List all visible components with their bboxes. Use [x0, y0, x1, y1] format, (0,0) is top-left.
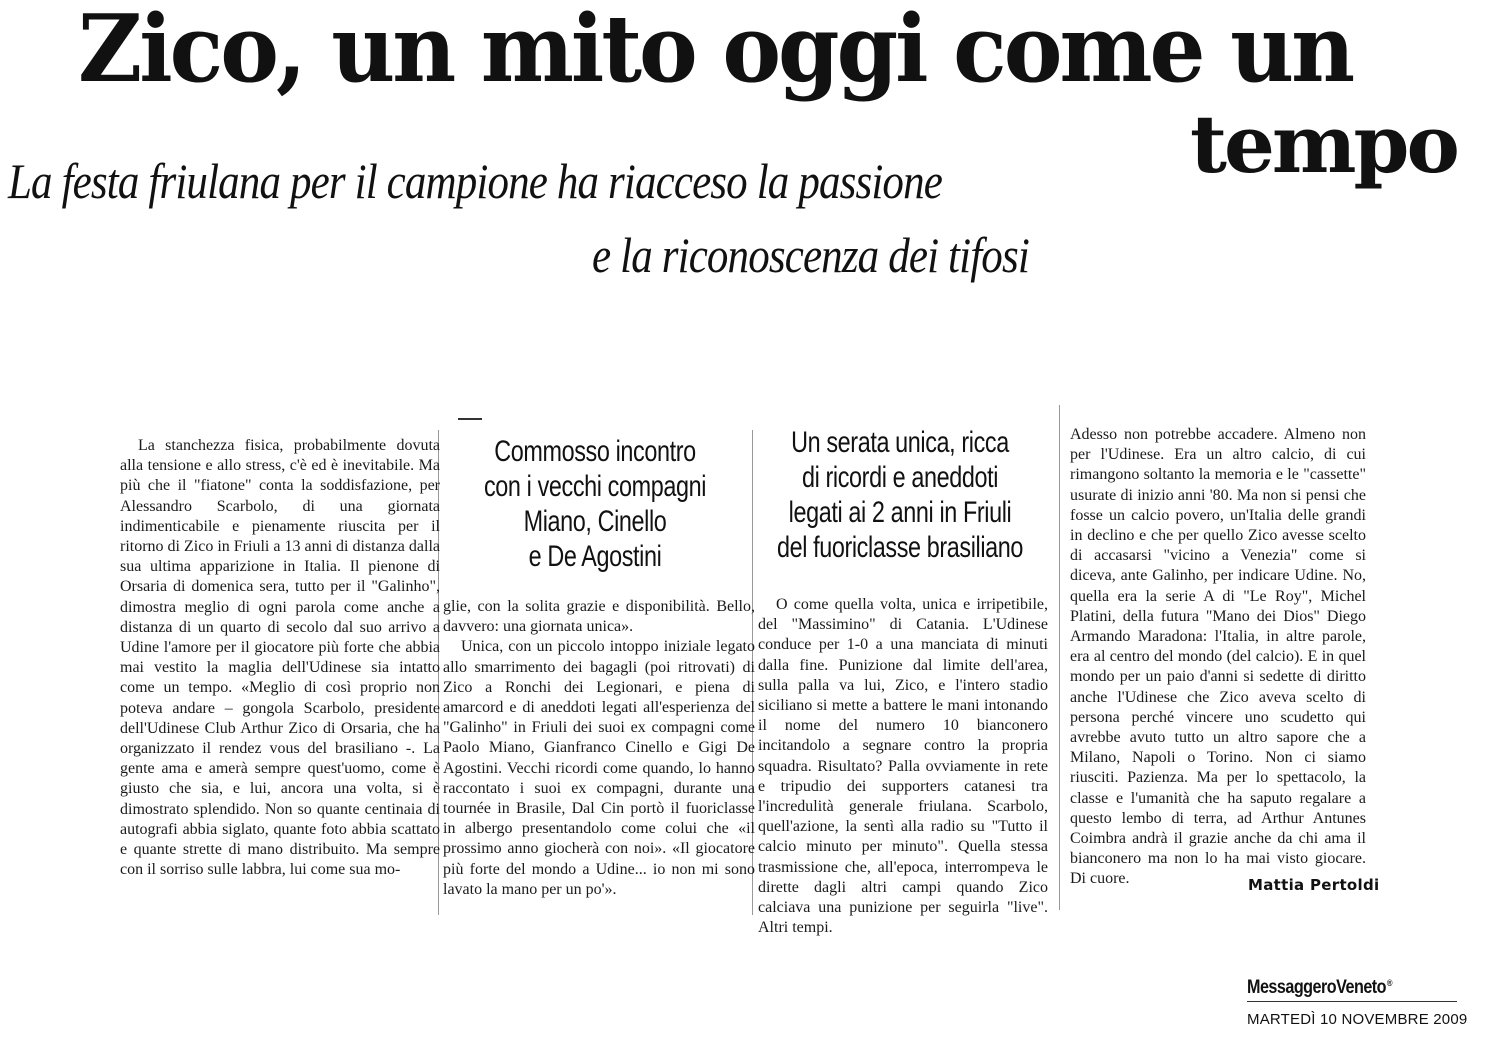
headline-line-2: tempo: [1190, 97, 1457, 191]
article-column-3: [758, 595, 1048, 938]
headline-line-1: Zico, un mito oggi come un: [78, 0, 1353, 103]
subheadline-line-2: e la riconoscenza dei tifosi: [592, 227, 1029, 283]
article-paragraph: Adesso non potrebbe accadere. Almeno non per l'Udinese. Era un altro calcio, di cui rimangono soltanto la memoria e le "cassette" usurate di inizio anni '80. Ma non si pensi che fosse un calcio povero, un'Italia delle grandi in declino e che per quello Zico avesse scelto di accasarsi "vicino a Venezia" come si diceva, ante Galinho, per indicare Udine. No, quella era la serie A di "Le Roy", Michel Platini, della futura "Mano dei Dios" Diego Armando Maradona: l'Italia, in altre parole, era al centro del mondo (del calcio). E in quel mondo per un paio d'anni si sedette di diritto anche l'Udinese che Zico aveva scelto di persona perché vincere uno scudetto qui avrebbe avuto tutto un altro sapore che a Milano, Napoli o Torino. Non ci siamo riusciti. Pazienza. Ma per lo spettacolo, la classe e l'umanità che ha saputo regalare a questo lembo di terra, ad Arthur Antunes Coimbra andrà il grazie anche da chi ama il bianconero ma non lo ha mai visto giocare. Di cuore.: [1070, 426, 1366, 888]
masthead-name: MessaggeroVeneto: [1247, 977, 1387, 998]
subheadline-line-1: La festa friulana per il campione ha riacceso la passione: [8, 153, 942, 209]
article-paragraph: La stanchezza fisica, probabilmente dovuta alla tensione e allo stress, c'è ed è inevitabile. Ma più che il "fiatone" conta la soddisfazione, per Alessandro Scarbolo, di una giornata indimenticabile e pienamente riuscita per il ritorno di Zico in Friuli a 13 anni di distanza dalla sua ultima apparizione in Italia. Il pienone di Orsaria di domenica sera, tutto per il "Galinho", dimostra meglio di ogni parola come anche a distanza di un quarto di secolo dal suo arrivo a Udine l'amore per il giocatore più forte che abbia mai vestito la maglia dell'Udinese sia intatto come un tempo. «Meglio di così proprio non poteva andare – gongola Scarbolo, presidente dell'Udinese Club Arthur Zico di Orsaria, che ha organizzato il rendez vous del brasiliano -. La gente ama e amerà sempre quest'uomo, come è giusto che sia, e lui, ancora una volta, si è dimostrato splendido. Non so quante centinaia di autografi abbia siglato, quante foto abbia scattato e quante strette di mano distribuito. Ma sempre con il sorriso sulle labbra, lui come sua mo-: [120, 437, 440, 879]
article-column-4: [1070, 425, 1366, 890]
registered-mark: ®: [1386, 977, 1393, 988]
column-3-heading: [721, 425, 1080, 565]
column-heading-line: Miano, Cinello: [523, 505, 667, 538]
article-paragraph: O come quella volta, unica e irripetibile, del "Massimino" di Catania. L'Udinese conduce per 1-0 a una manciata di minuti dalla fine. Punizione dal limite dell'area, sulla palla va lui, Zico, e l'intero stadio siciliano si mette a battere le mani intonando il nome del numero 10 bianconero incitandolo a segnare contro la propria squadra. Risultato? Palla ovviamente in rete e tripudio dei supporters catanesi tra l'incredulità generale friulana. Scarbolo, quell'azione, la sentì alla radio su "Tutto il calcio minuto per minuto". Quella stessa trasmissione che, all'epoca, interrompeva le dirette dagli altri campi quando Zico calciava una punizione per seguirla "live". Altri tempi.: [758, 596, 1048, 937]
heading-dash: [458, 418, 482, 420]
article-paragraph: Unica, con un piccolo intoppo iniziale legato allo smarrimento dei bagagli (poi ritrovati) di Zico a Ronchi dei Legionari, e piena di amarcord e di aneddoti legati all'esperienza del "Galinho" in Friuli dei suoi ex compagni come Paolo Miano, Gianfranco Cinello e Gigi De Agostini. Vecchi ricordi come quando, lo hanno raccontato i suoi ex compagni, durante una tournée in Brasile, Dal Cin portò il fuoriclasse in albergo presentandolo come colui che «il prossimo anno giocherà con noi». «Il giocatore più forte del mondo a Udine... io non mi sono lavato la mano per un po'».: [443, 638, 755, 898]
column-heading-line: Un serata unica, ricca: [791, 426, 1009, 459]
publication-date: MARTEDÌ 10 NOVEMBRE 2009: [1247, 1011, 1468, 1028]
column-heading-line: di ricordi e aneddoti: [801, 461, 999, 494]
column-heading-line: e De Agostini: [528, 540, 662, 573]
column-heading-line: legati ai 2 anni in Friuli: [788, 496, 1012, 529]
newspaper-masthead: [1247, 977, 1392, 999]
article-paragraph: glie, con la solita grazie e disponibilità. Bello, davvero: una giornata unica».: [443, 598, 755, 636]
column-heading-line: del fuoriclasse brasiliano: [776, 531, 1024, 564]
masthead-divider: [1247, 1001, 1457, 1002]
column-heading-line: Commosso incontro: [494, 435, 696, 468]
column-heading-line: con i vecchi compagni: [483, 470, 707, 503]
author-byline: Mattia Pertoldi: [1248, 876, 1380, 894]
article-column-1: [120, 436, 440, 880]
article-column-2: [443, 597, 755, 900]
